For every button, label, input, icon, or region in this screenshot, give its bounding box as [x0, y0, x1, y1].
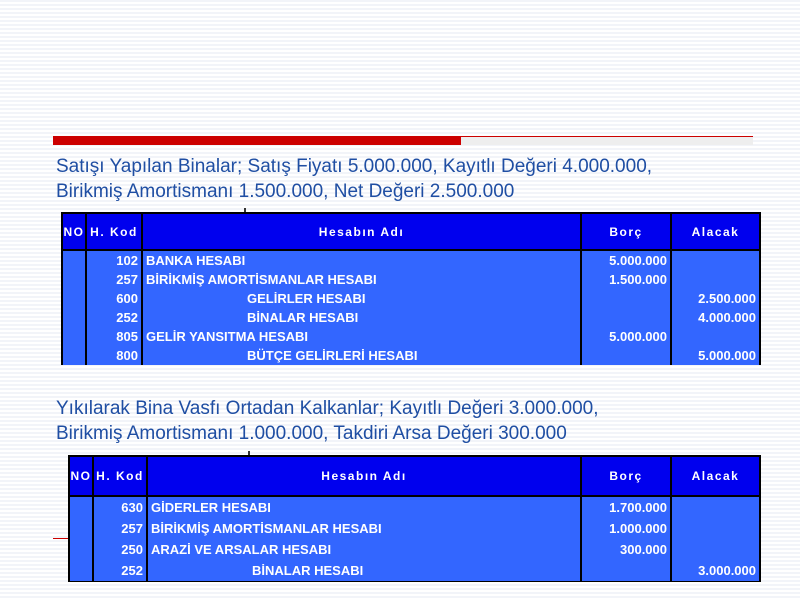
- table-header-row: [62, 213, 760, 250]
- cell-code: 250: [93, 539, 147, 560]
- table-row: [69, 539, 760, 560]
- cell-no: [62, 346, 86, 365]
- section1-heading: [56, 154, 652, 204]
- divider-shadow: [461, 137, 753, 145]
- cell-debit: 1.000.000: [581, 518, 671, 539]
- cell-code: 252: [93, 560, 147, 582]
- col-header-code: H. Kod: [86, 213, 142, 250]
- cell-debit: [581, 346, 671, 365]
- section1-heading-line1: Satışı Yapılan Binalar; Satış Fiyatı 5.000.000, Kayıtlı Değeri 4.000.000,: [56, 156, 653, 177]
- red-mark-line: [53, 538, 69, 539]
- section2-heading: [56, 396, 599, 446]
- cell-no: [62, 250, 86, 270]
- cell-no: [69, 518, 93, 539]
- cell-credit: 4.000.000: [671, 308, 760, 327]
- table-row: [62, 308, 760, 327]
- col-header-no: NO: [62, 213, 86, 250]
- cell-code: 630: [93, 496, 147, 518]
- col-header-credit: Alacak: [671, 213, 760, 250]
- cell-account-name: BANKA HESABI: [142, 250, 581, 270]
- table-row: [62, 289, 760, 308]
- cell-account-name: GELİRLER HESABI: [142, 289, 581, 308]
- col-header-account-name: Hesabın Adı: [142, 213, 581, 250]
- table-row: [62, 270, 760, 289]
- cell-no: [62, 308, 86, 327]
- table-row: [62, 250, 760, 270]
- cell-account-name: BÜTÇE GELİRLERİ HESABI: [142, 346, 581, 365]
- cell-no: [69, 560, 93, 582]
- cell-code: 800: [86, 346, 142, 365]
- cell-credit: 5.000.000: [671, 346, 760, 365]
- divider-red-bar: [53, 136, 461, 145]
- cell-credit: [671, 518, 760, 539]
- col-header-account-name: Hesabın Adı: [147, 456, 581, 496]
- cell-no: [62, 327, 86, 346]
- cell-credit: [671, 250, 760, 270]
- cell-no: [69, 496, 93, 518]
- cell-account-name: BİRİKMİŞ AMORTİSMANLAR HESABI: [142, 270, 581, 289]
- cell-no: [62, 289, 86, 308]
- cell-debit: 5.000.000: [581, 327, 671, 346]
- table-row: [62, 346, 760, 365]
- col-header-code: H. Kod: [93, 456, 147, 496]
- cell-account-name: GELİR YANSITMA HESABI: [142, 327, 581, 346]
- table-row: [62, 327, 760, 346]
- cell-code: 805: [86, 327, 142, 346]
- cell-debit: [581, 308, 671, 327]
- col-header-debit: Borç: [581, 213, 671, 250]
- section2-heading-line1: Yıkılarak Bina Vasfı Ortadan Kalkanlar; Kayıtlı Değeri 3.000.000,: [56, 398, 599, 419]
- cell-credit: [671, 539, 760, 560]
- cell-account-name: BİNALAR HESABI: [147, 560, 581, 582]
- cell-no: [62, 270, 86, 289]
- table-row: [69, 496, 760, 518]
- journal-table-1: [61, 212, 759, 365]
- cell-debit: 300.000: [581, 539, 671, 560]
- cell-code: 102: [86, 250, 142, 270]
- section2-heading-line2: Birikmiş Amortismanı 1.000.000, Takdiri Arsa Değeri 300.000: [56, 423, 567, 444]
- cell-no: [69, 539, 93, 560]
- table-header-row: [69, 456, 760, 496]
- cell-code: 600: [86, 289, 142, 308]
- journal-table-2: [68, 455, 759, 582]
- table-row: [69, 518, 760, 539]
- cell-code: 257: [86, 270, 142, 289]
- cell-credit: 3.000.000: [671, 560, 760, 582]
- cell-credit: [671, 270, 760, 289]
- title-divider: [53, 136, 753, 146]
- cell-account-name: GİDERLER HESABI: [147, 496, 581, 518]
- cell-code: 257: [93, 518, 147, 539]
- col-header-no: NO: [69, 456, 93, 496]
- section1-heading-line2: Birikmiş Amortismanı 1.500.000, Net Değeri 2.500.000: [56, 181, 515, 202]
- cell-debit: 1.700.000: [581, 496, 671, 518]
- cell-debit: [581, 289, 671, 308]
- col-header-debit: Borç: [581, 456, 671, 496]
- cell-account-name: BİNALAR HESABI: [142, 308, 581, 327]
- cell-credit: [671, 327, 760, 346]
- cell-credit: [671, 496, 760, 518]
- cell-debit: 5.000.000: [581, 250, 671, 270]
- cell-debit: [581, 560, 671, 582]
- cell-account-name: ARAZİ VE ARSALAR HESABI: [147, 539, 581, 560]
- cell-credit: 2.500.000: [671, 289, 760, 308]
- table-row: [69, 560, 760, 582]
- cell-account-name: BİRİKMİŞ AMORTİSMANLAR HESABI: [147, 518, 581, 539]
- cell-debit: 1.500.000: [581, 270, 671, 289]
- cell-code: 252: [86, 308, 142, 327]
- col-header-credit: Alacak: [671, 456, 760, 496]
